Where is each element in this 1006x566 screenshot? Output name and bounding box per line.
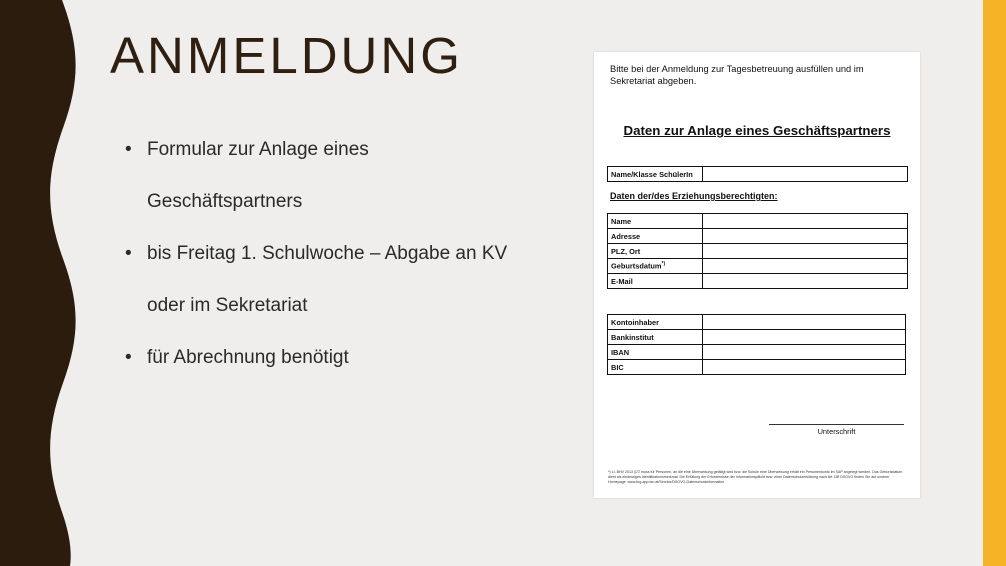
table-row xyxy=(608,167,908,182)
field-label: E-Mail xyxy=(608,274,703,289)
bullet-continuation xyxy=(125,176,587,228)
bank-table xyxy=(607,314,906,375)
field-value-cell xyxy=(703,244,908,259)
field-label: Kontoinhaber xyxy=(608,315,703,330)
field-value-cell xyxy=(703,360,906,375)
bullet-text: Formular zur Anlage eines xyxy=(147,139,369,160)
table-row xyxy=(608,214,908,229)
signature-line xyxy=(769,424,904,425)
field-label-cell xyxy=(608,259,703,274)
table-row xyxy=(608,330,906,345)
table-row xyxy=(608,360,906,375)
bullet-item xyxy=(125,332,587,384)
bullet-item xyxy=(125,124,587,176)
guardian-table xyxy=(607,213,908,289)
bullet-icon: • xyxy=(125,139,132,160)
accent-bar xyxy=(983,0,1006,566)
field-label: Geburtsdatum xyxy=(611,261,662,271)
field-value-cell xyxy=(703,274,908,289)
student-table xyxy=(607,166,908,182)
bullet-icon: • xyxy=(125,243,132,264)
decorative-wave-band xyxy=(0,0,80,566)
field-label: PLZ, Ort xyxy=(608,244,703,259)
footnote-marker: *) xyxy=(661,261,666,268)
table-row xyxy=(608,274,908,289)
slide-title: ANMELDUNG xyxy=(110,27,463,84)
field-value-cell xyxy=(703,315,906,330)
form-intro: Bitte bei der Anmeldung zur Tagesbetreuung ausfüllen und im Sekretariat abgeben. xyxy=(610,64,864,86)
field-label: Name xyxy=(608,214,703,229)
bullet-list xyxy=(125,124,587,384)
field-value-cell xyxy=(703,330,906,345)
form-image xyxy=(594,52,920,498)
table-row xyxy=(608,315,906,330)
field-label: IBAN xyxy=(608,345,703,360)
bullet-text: oder im Sekretariat xyxy=(147,295,308,316)
field-label: Adresse xyxy=(608,229,703,244)
bullet-item xyxy=(125,228,587,280)
field-value-cell xyxy=(703,345,906,360)
guardian-heading: Daten der/des Erziehungsberechtigten: xyxy=(610,191,778,201)
table-row xyxy=(608,244,908,259)
field-value-cell xyxy=(703,214,908,229)
footnote: *) Lt. BHV 2013 §72 muss für Personen, an die eine Überweisung getätigt wird bzw. die Schule eine Überweisung erhält ein Personenkonto im SAP angelegt werden. Das Geburtsdatum dient als eindeutiges Identifikationsmerkmal. Die Erfüllung der Erfordernisse der Informationspflicht bzw. einer Datenschutzerklärung nach Art 13ff DSGVO finden Sie auf unserer Homepage: www.brg-app.tsn.at/Service/DSGVO-Datenschutzinformation xyxy=(608,470,903,484)
field-label: Bankinstitut xyxy=(608,330,703,345)
table-row xyxy=(608,259,908,274)
field-value-cell xyxy=(703,259,908,274)
bullet-continuation xyxy=(125,280,587,332)
student-value-cell xyxy=(703,167,908,182)
field-label: BIC xyxy=(608,360,703,375)
bullet-text: bis Freitag 1. Schulwoche – Abgabe an KV xyxy=(147,243,508,264)
bullet-text: für Abrechnung benötigt xyxy=(147,347,349,368)
signature-label: Unterschrift xyxy=(817,427,856,436)
bullet-text: Geschäftspartners xyxy=(147,191,303,212)
student-label: Name/Klasse SchülerIn xyxy=(608,167,703,182)
form-title: Daten zur Anlage eines Geschäftspartners xyxy=(623,123,891,138)
table-row xyxy=(608,345,906,360)
field-value-cell xyxy=(703,229,908,244)
bullet-icon: • xyxy=(125,347,132,368)
table-row xyxy=(608,229,908,244)
